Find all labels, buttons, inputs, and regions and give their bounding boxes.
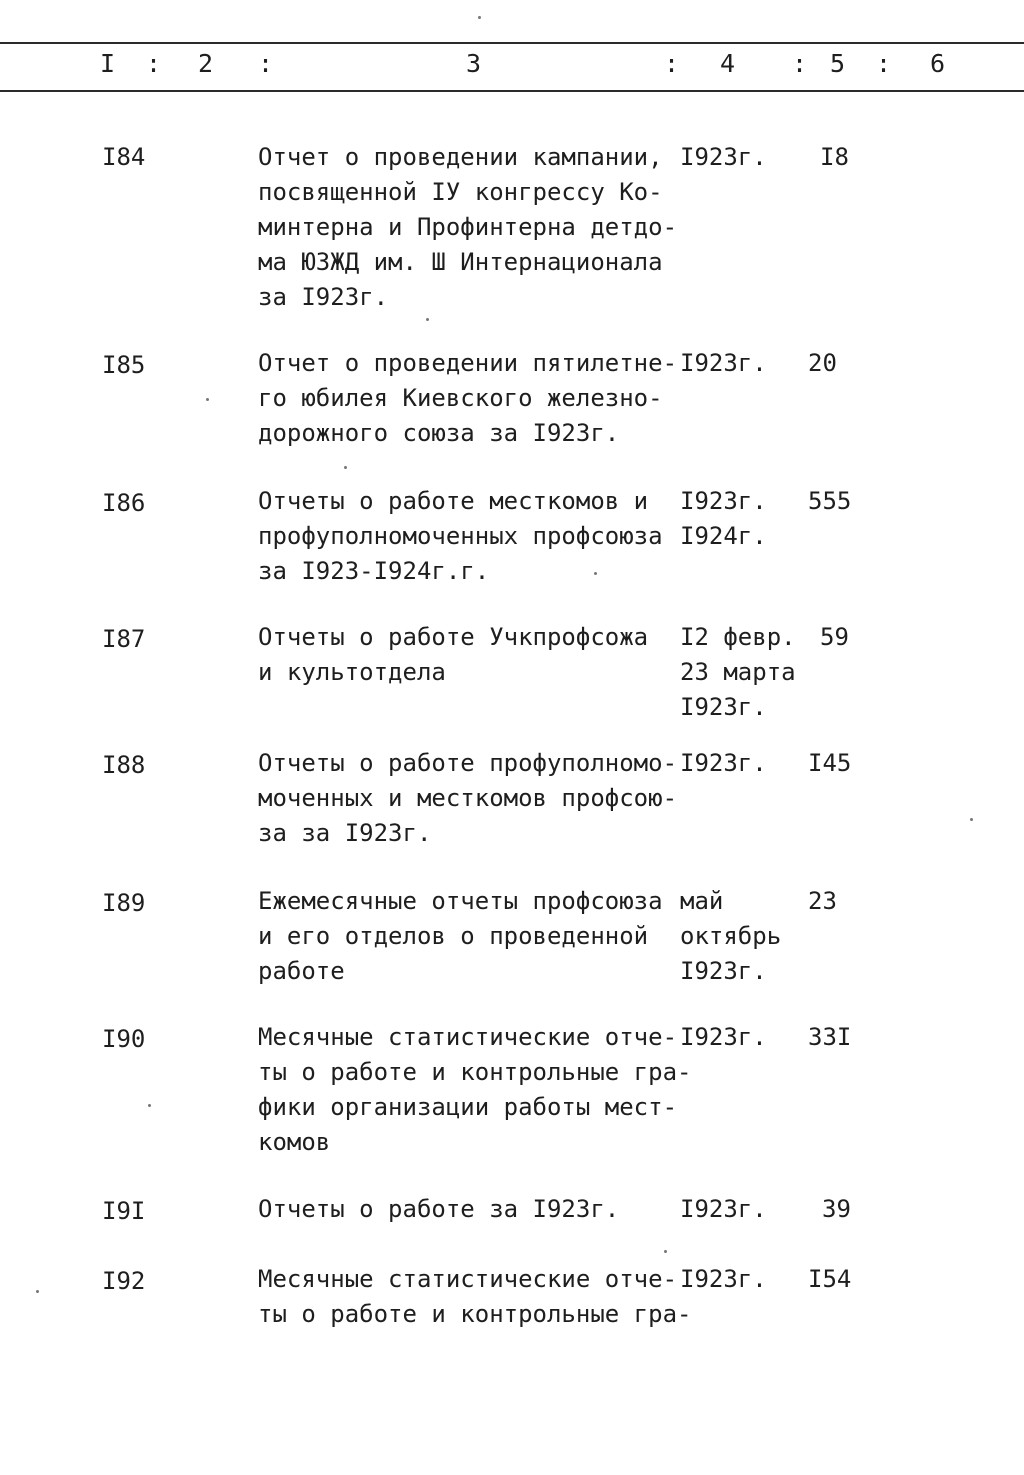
scan-speck — [594, 572, 597, 575]
row-number: I88 — [102, 751, 146, 779]
row-title: Отчеты о работе месткомов и профуполномоченных профсоюза за I923-I924г.г. — [258, 487, 663, 585]
row-sheets: I8 — [820, 143, 849, 171]
scan-speck — [36, 1290, 39, 1293]
row-date: I923г. — [680, 1195, 767, 1223]
header-col-2: 2 — [198, 49, 214, 78]
scan-speck — [478, 16, 481, 19]
row-sheets: I45 — [808, 749, 852, 777]
row-number: I84 — [102, 143, 146, 171]
scan-speck — [664, 1250, 667, 1253]
row-date: I923г. I924г. — [680, 487, 767, 550]
row-sheets: 39 — [822, 1195, 851, 1223]
row-sheets: 20 — [808, 349, 837, 377]
row-date: I923г. — [680, 749, 767, 777]
row-date: I923г. — [680, 1023, 767, 1051]
header-col-3: 3 — [466, 49, 482, 78]
row-number: I9I — [102, 1197, 146, 1225]
header-separator: : — [258, 49, 274, 78]
row-title: Отчеты о работе Учкпрофсожа и культотдела — [258, 623, 649, 686]
row-title: Отчет о проведении кампании, посвященной IУ конгрессу Ко- минтерна и Профинтерна детдо- ма ЮЗЖД им. Ш Интернационала за I923г. — [258, 143, 678, 311]
header-separator: : — [792, 49, 808, 78]
header-separator: : — [876, 49, 892, 78]
row-sheets: 33I — [808, 1023, 852, 1051]
row-date: май октябрь I923г. — [680, 887, 782, 985]
row-date: I923г. — [680, 143, 767, 171]
row-date: I2 февр. 23 марта I923г. — [680, 623, 796, 721]
header-top-rule — [0, 42, 1024, 44]
header-col-5: 5 — [830, 49, 846, 78]
scan-speck — [970, 818, 973, 821]
row-title: Ежемесячные отчеты профсоюза и его отделов о проведенной работе — [258, 887, 663, 985]
row-number: I89 — [102, 889, 146, 917]
scan-speck — [344, 466, 347, 469]
row-number: I92 — [102, 1267, 146, 1295]
row-date: I923г. — [680, 349, 767, 377]
row-date: I923г. — [680, 1265, 767, 1293]
row-title: Месячные статистические отче- ты о работе и контрольные гра- фики организации работы мест- комов — [258, 1023, 692, 1156]
row-sheets: 23 — [808, 887, 837, 915]
scan-speck — [148, 1104, 151, 1107]
row-title: Отчеты о работе за I923г. — [258, 1195, 620, 1223]
row-number: I86 — [102, 489, 146, 517]
row-number: I90 — [102, 1025, 146, 1053]
row-number: I85 — [102, 351, 146, 379]
row-number: I87 — [102, 625, 146, 653]
scan-speck — [426, 318, 429, 321]
row-sheets: 555 — [808, 487, 852, 515]
row-title: Отчет о проведении пятилетне- го юбилея Киевского железно- дорожного союза за I923г. — [258, 349, 678, 447]
scan-speck — [206, 398, 209, 401]
row-sheets: 59 — [820, 623, 849, 651]
row-sheets: I54 — [808, 1265, 852, 1293]
header-col-1: I — [100, 49, 116, 78]
row-title: Отчеты о работе профуполномо- моченных и месткомов профсою- за за I923г. — [258, 749, 678, 847]
row-title: Месячные статистические отче- ты о работе и контрольные гра- — [258, 1265, 692, 1328]
header-col-4: 4 — [720, 49, 736, 78]
header-separator: : — [664, 49, 680, 78]
header-separator: : — [146, 49, 162, 78]
header-col-6: 6 — [930, 49, 946, 78]
header-bottom-rule — [0, 90, 1024, 92]
